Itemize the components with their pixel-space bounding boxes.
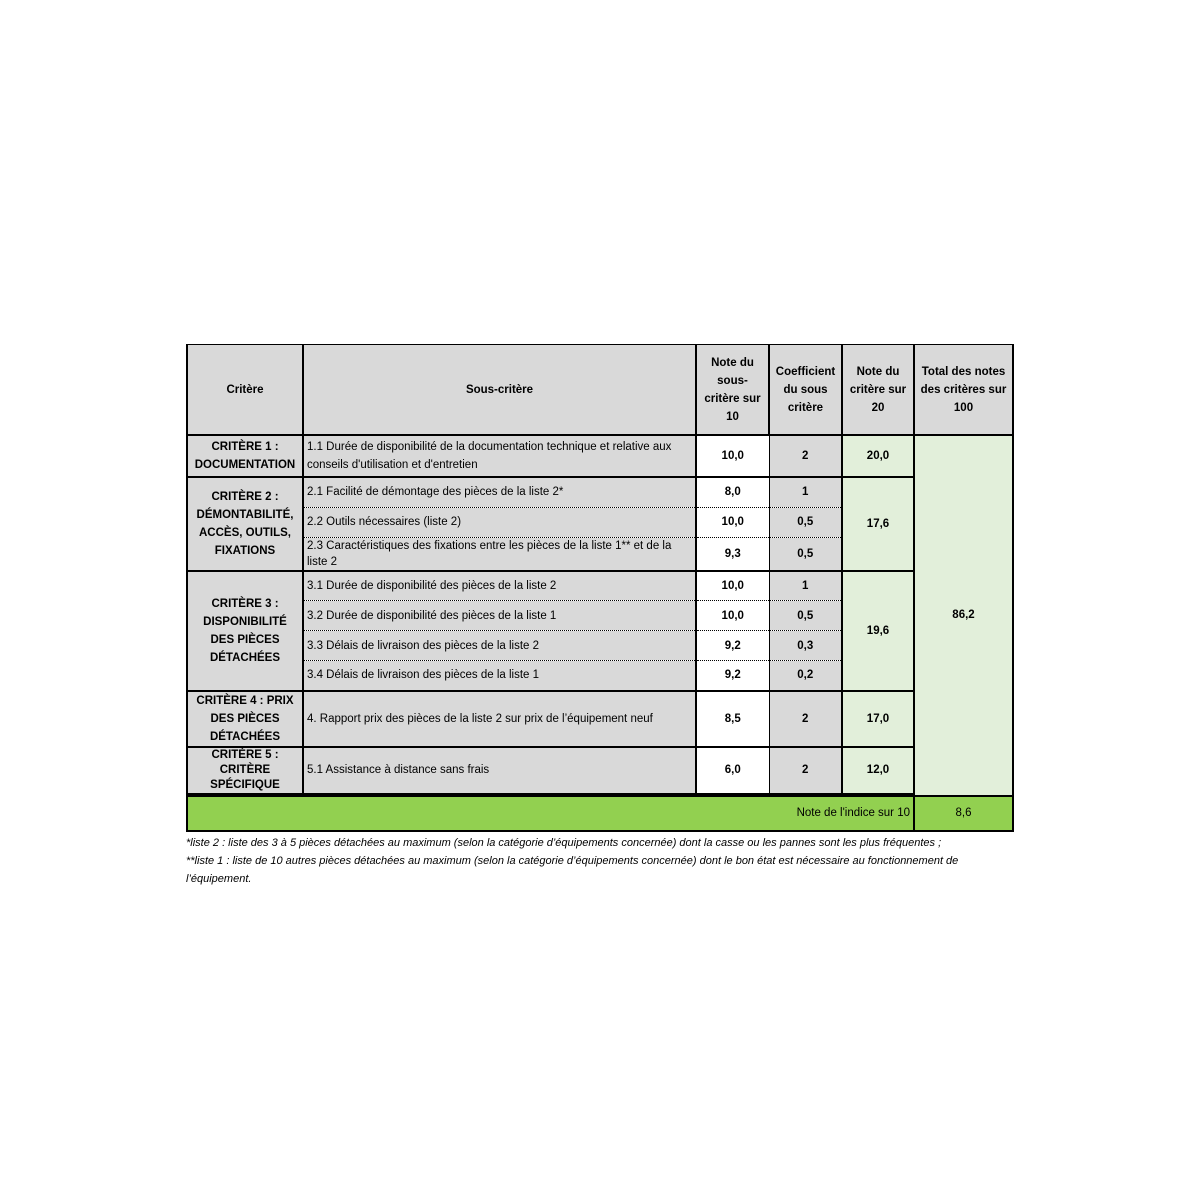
table-row — [187, 571, 1013, 601]
repairability-index-table-wrapper — [186, 344, 1012, 888]
criterion-1-score: 20,0 — [842, 435, 914, 477]
subcriterion-coef: 2 — [769, 747, 842, 794]
subcriterion-coef: 0,2 — [769, 661, 842, 691]
subcriterion-note: 10,0 — [696, 507, 769, 537]
table-row — [187, 691, 1013, 747]
subcriterion-note: 9,2 — [696, 661, 769, 691]
subcriterion-label: 3.3 Délais de livraison des pièces de la liste 2 — [303, 631, 696, 661]
subcriterion-coef: 0,3 — [769, 631, 842, 661]
final-row — [187, 796, 1013, 831]
header-note-sous-critere: Note du sous-critère sur 10 — [696, 345, 769, 436]
subcriterion-note: 10,0 — [696, 571, 769, 601]
subcriterion-note: 9,2 — [696, 631, 769, 661]
subcriterion-note: 8,5 — [696, 691, 769, 747]
criterion-5-label: CRITÈRE 5 : CRITÈRE SPÉCIFIQUE — [187, 747, 303, 794]
footnote-liste-2: *liste 2 : liste des 3 à 5 pièces détachées au maximum (selon la catégorie d’équipements concernée) dont la casse ou les pannes sont les plus fréquentes ; — [186, 836, 942, 849]
subcriterion-label: 5.1 Assistance à distance sans frais — [303, 747, 696, 794]
header-note-critere: Note du critère sur 20 — [842, 345, 914, 436]
subcriterion-label: 2.3 Caractéristiques des fixations entre les pièces de la liste 1** et de la liste 2 — [303, 537, 696, 571]
subcriterion-label: 3.1 Durée de disponibilité des pièces de la liste 2 — [303, 571, 696, 601]
repairability-index-table — [186, 344, 1014, 832]
criterion-2-score: 17,6 — [842, 477, 914, 571]
footnotes — [186, 834, 1012, 888]
subcriterion-coef: 1 — [769, 477, 842, 507]
subcriterion-label: 3.4 Délais de livraison des pièces de la liste 1 — [303, 661, 696, 691]
table-row — [187, 747, 1013, 794]
subcriterion-coef: 2 — [769, 435, 842, 477]
header-total: Total des notes des critères sur 100 — [914, 345, 1013, 436]
subcriterion-coef: 0,5 — [769, 507, 842, 537]
header-row — [187, 345, 1013, 436]
final-score-label: Note de l'indice sur 10 — [187, 796, 914, 831]
footnote-liste-1: **liste 1 : liste de 10 autres pièces détachées au maximum (selon la catégorie d’équipements concernée) dont le bon état est nécessaire au fonctionnement de l’équipement. — [186, 854, 959, 885]
table-row — [187, 435, 1013, 477]
criterion-4-score: 17,0 — [842, 691, 914, 747]
total-score-100: 86,2 — [914, 435, 1013, 796]
subcriterion-coef: 0,5 — [769, 537, 842, 571]
subcriterion-coef: 0,5 — [769, 601, 842, 631]
criterion-4-label: CRITÈRE 4 : PRIX DES PIÈCES DÉTACHÉES — [187, 691, 303, 747]
subcriterion-note: 9,3 — [696, 537, 769, 571]
subcriterion-label: 2.2 Outils nécessaires (liste 2) — [303, 507, 696, 537]
subcriterion-label: 2.1 Facilité de démontage des pièces de la liste 2* — [303, 477, 696, 507]
criterion-3-score: 19,6 — [842, 571, 914, 691]
final-score-value: 8,6 — [914, 796, 1013, 831]
subcriterion-label: 4. Rapport prix des pièces de la liste 2 sur prix de l’équipement neuf — [303, 691, 696, 747]
subcriterion-note: 10,0 — [696, 435, 769, 477]
subcriterion-label: 3.2 Durée de disponibilité des pièces de la liste 1 — [303, 601, 696, 631]
criterion-1-label: CRITÈRE 1 : DOCUMENTATION — [187, 435, 303, 477]
header-sous-critere: Sous-critère — [303, 345, 696, 436]
criterion-5-score: 12,0 — [842, 747, 914, 794]
header-coefficient: Coefficient du sous critère — [769, 345, 842, 436]
subcriterion-coef: 1 — [769, 571, 842, 601]
subcriterion-note: 6,0 — [696, 747, 769, 794]
subcriterion-note: 8,0 — [696, 477, 769, 507]
subcriterion-note: 10,0 — [696, 601, 769, 631]
criterion-3-label: CRITÈRE 3 : DISPONIBILITÉ DES PIÈCES DÉTACHÉES — [187, 571, 303, 691]
header-critere: Critère — [187, 345, 303, 436]
criterion-2-label: CRITÈRE 2 : DÉMONTABILITÉ, ACCÈS, OUTILS, FIXATIONS — [187, 477, 303, 571]
subcriterion-coef: 2 — [769, 691, 842, 747]
subcriterion-label: 1.1 Durée de disponibilité de la documentation technique et relative aux conseils d'utilisation et d'entretien — [303, 435, 696, 477]
table-row — [187, 477, 1013, 507]
